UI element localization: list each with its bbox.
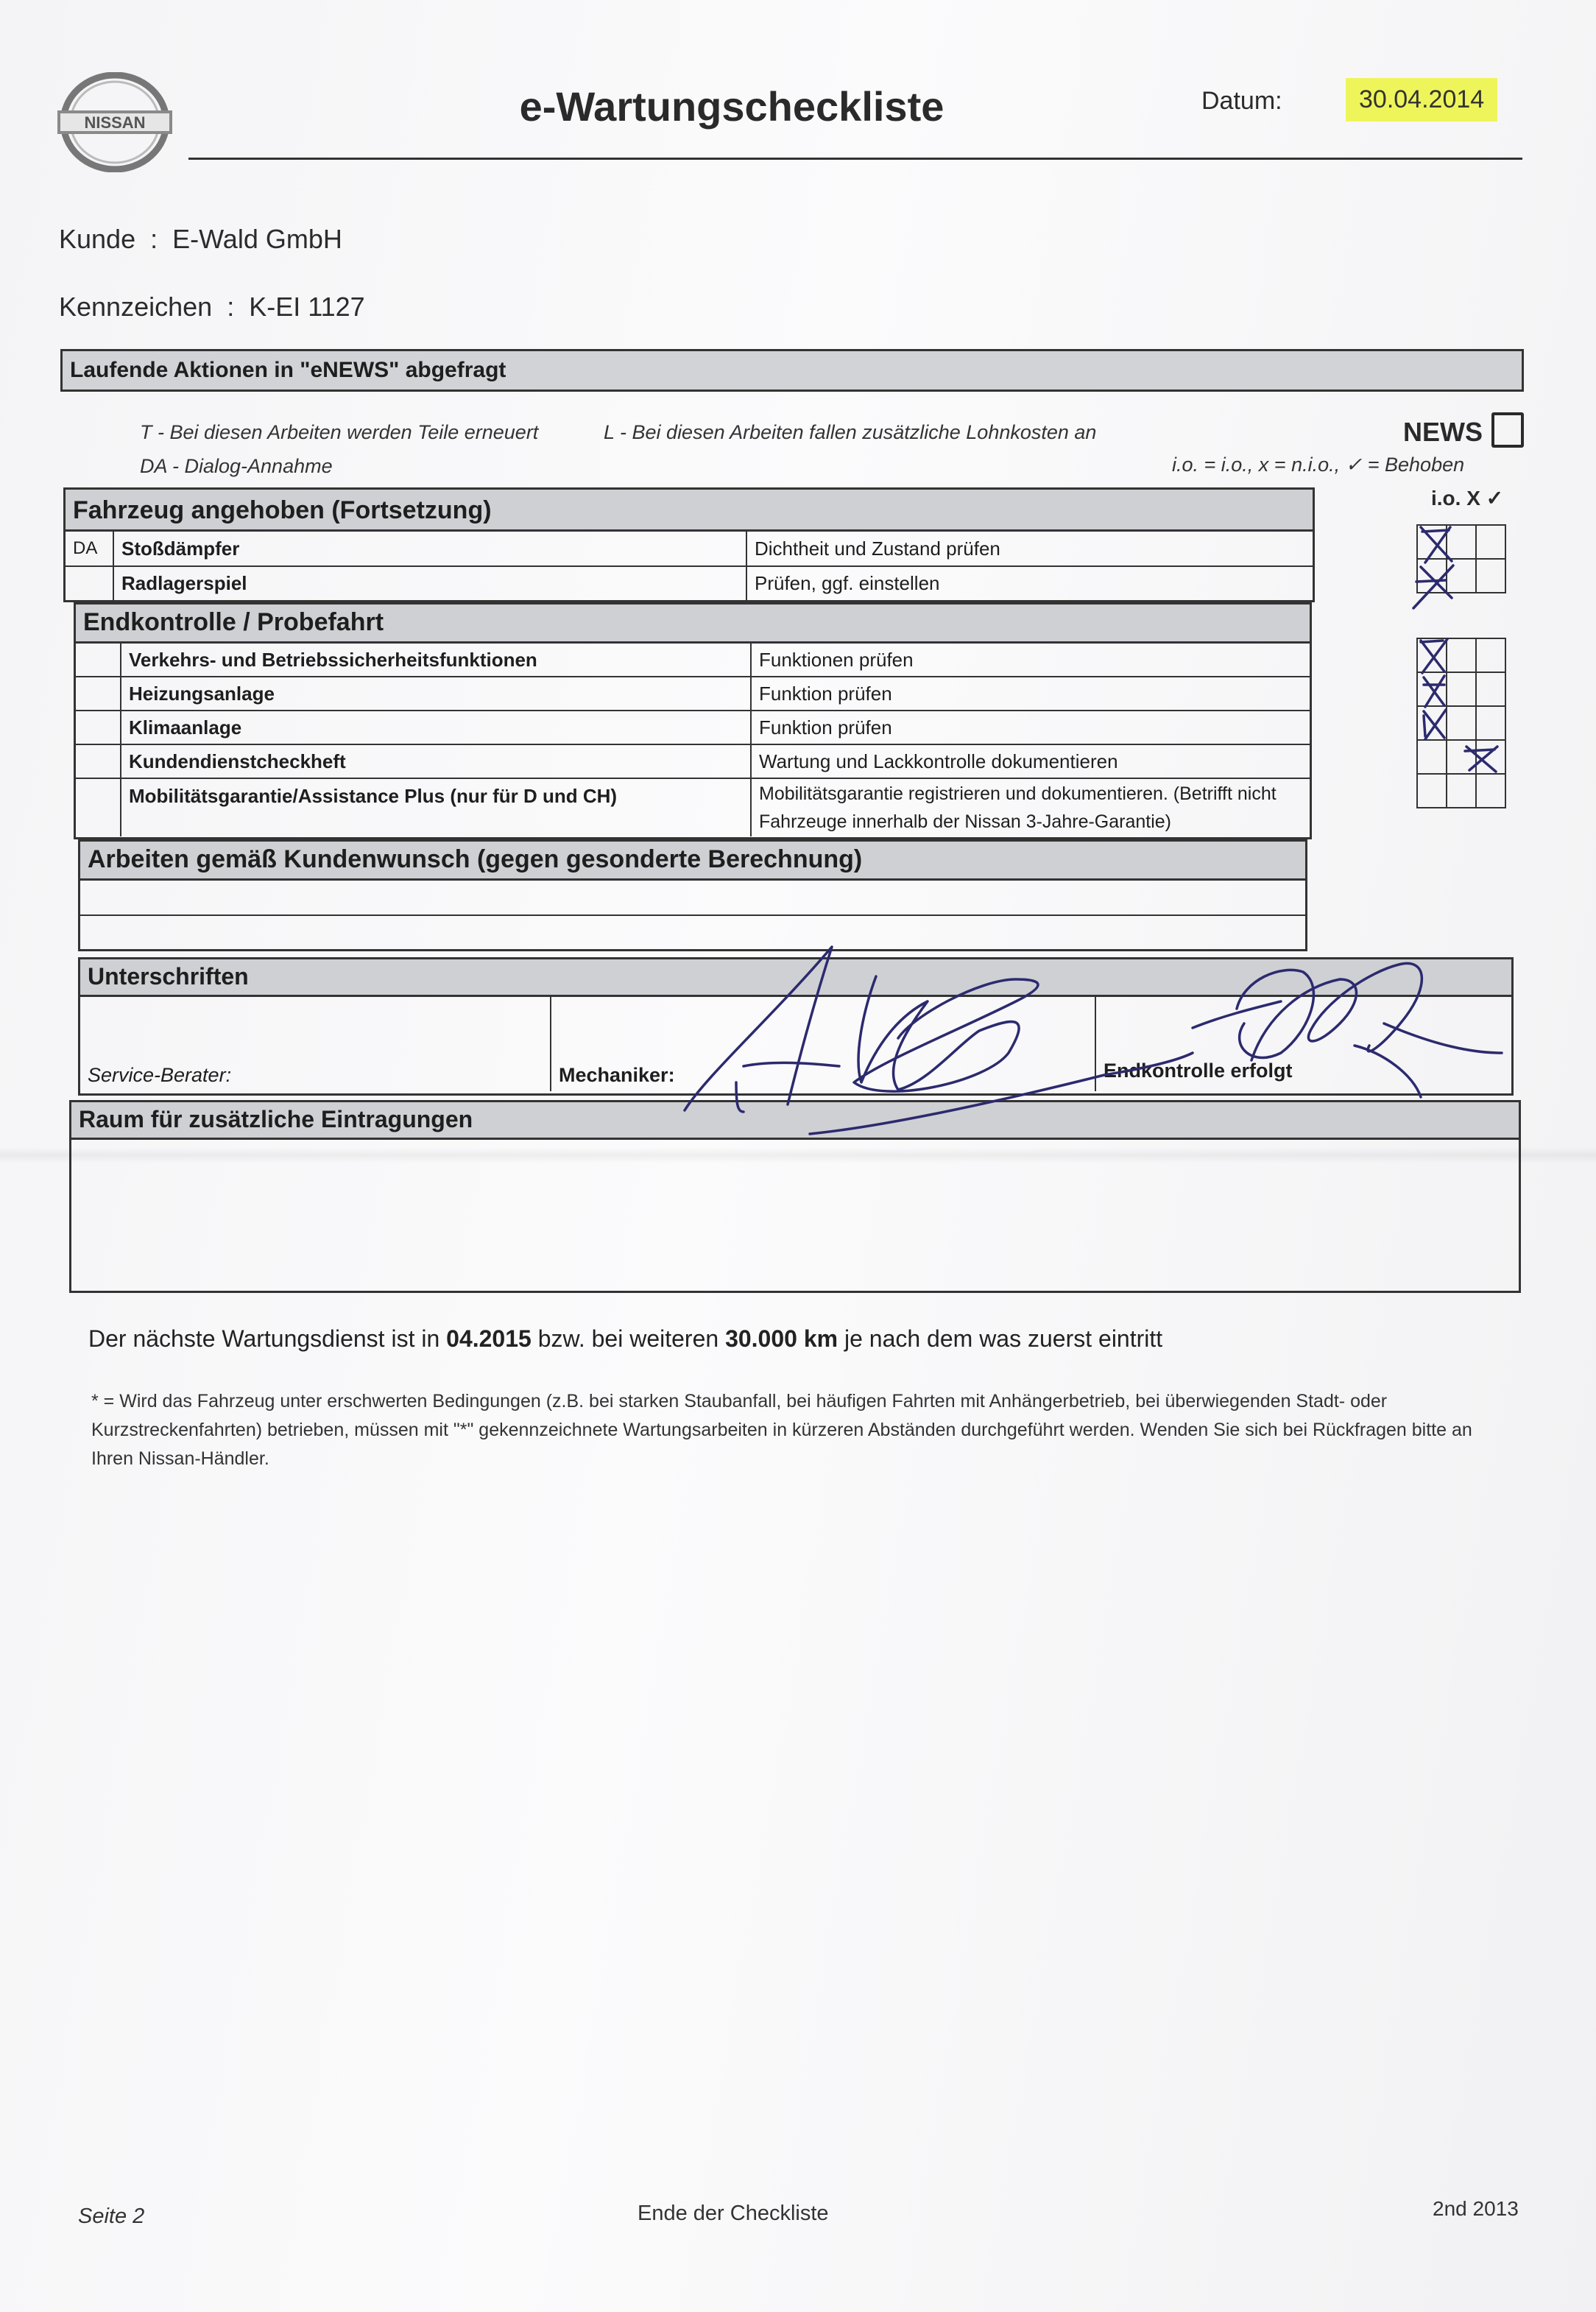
check-cell[interactable] [1417, 740, 1447, 774]
table-row [66, 567, 1313, 600]
row-action: Funktion prüfen [759, 716, 892, 739]
check-grid-row [1417, 774, 1505, 808]
row-action-line: Fahrzeuge innerhalb der Nissan 3-Jahre-Garantie) [759, 811, 1172, 832]
table-row [76, 644, 1310, 677]
next-service-mid: bzw. bei weiteren [531, 1325, 726, 1352]
datum-label: Datum: [1201, 87, 1282, 115]
row-code [76, 644, 121, 676]
kunde-colon: : [143, 224, 166, 254]
datum-value: 30.04.2014 [1346, 78, 1497, 121]
check-grid-row [1417, 706, 1505, 740]
check-cell[interactable] [1476, 774, 1505, 808]
news-label: NEWS [1403, 417, 1483, 447]
endkontrolle-field[interactable]: Endkontrolle erfolgt [1104, 1060, 1293, 1082]
table-row [76, 677, 1310, 711]
kennzeichen-colon: : [219, 292, 242, 322]
check-cell[interactable] [1447, 559, 1476, 593]
section-fahrzeug-header: Fahrzeug angehoben (Fortsetzung) [63, 487, 1315, 532]
check-cell[interactable] [1476, 559, 1505, 593]
row-item: Mobilitätsgarantie/Assistance Plus (nur für D und CH) [121, 779, 752, 836]
check-cell[interactable] [1417, 774, 1447, 808]
table-row [76, 745, 1310, 779]
legend-t: T - Bei diesen Arbeiten werden Teile erneuert [140, 421, 539, 443]
check-grid-row [1417, 740, 1505, 774]
signatures-header: Unterschriften [78, 957, 1514, 997]
kunde-label: Kunde [59, 224, 136, 254]
legend-da: DA - Dialog-Annahme [140, 455, 333, 477]
legend-l: L - Bei diesen Arbeiten fallen zusätzliche Lohnkosten an [604, 421, 1097, 443]
row-item: Stoßdämpfer [114, 532, 747, 565]
table-row [66, 532, 1313, 567]
revision-label: 2nd 2013 [1433, 2197, 1519, 2220]
next-service-km: 30.000 km [725, 1325, 838, 1352]
table-row [80, 881, 1305, 916]
row-action: Funktionen prüfen [759, 648, 914, 671]
row-code [76, 677, 121, 710]
check-cell[interactable] [1417, 672, 1447, 706]
service-berater-field[interactable]: Service-Berater: [80, 997, 551, 1091]
extra-entries-header: Raum für zusätzliche Eintragungen [69, 1100, 1521, 1140]
section-endkontrolle-table [74, 644, 1312, 839]
check-cell[interactable] [1447, 774, 1476, 808]
next-service-date: 04.2015 [446, 1325, 532, 1352]
signatures-row [80, 997, 1511, 1091]
row-action: Funktion prüfen [759, 682, 892, 705]
check-cell[interactable] [1447, 740, 1476, 774]
check-cell[interactable] [1476, 740, 1505, 774]
kennzeichen-label: Kennzeichen [59, 292, 213, 322]
check-cell[interactable] [1447, 672, 1476, 706]
row-action [752, 779, 1310, 836]
grid-header: i.o. X ✓ [1431, 487, 1504, 510]
page-number: Seite 2 [78, 2204, 145, 2228]
row-code [76, 745, 121, 778]
row-action: Wartung und Lackkontrolle dokumentieren [759, 750, 1118, 772]
check-grid-row [1417, 638, 1505, 672]
row-item: Klimaanlage [121, 711, 752, 744]
row-code [66, 567, 114, 600]
row-item: Heizungsanlage [121, 677, 752, 710]
kunde-value: E-Wald GmbH [172, 224, 342, 254]
row-item: Kundendienstcheckheft [121, 745, 752, 778]
kunde-field [59, 224, 342, 255]
next-service-pre: Der nächste Wartungsdienst ist in [88, 1325, 447, 1352]
header-divider [188, 158, 1522, 160]
check-cell[interactable] [1476, 638, 1505, 672]
document-title: e-Wartungscheckliste [519, 83, 944, 130]
check-cell[interactable] [1476, 706, 1505, 740]
table-row [76, 711, 1310, 745]
end-of-checklist: Ende der Checkliste [638, 2202, 829, 2225]
signatures-table [78, 997, 1514, 1096]
section-kundenwunsch-header: Arbeiten gemäß Kundenwunsch (gegen gesonderte Berechnung) [78, 839, 1307, 881]
check-cell[interactable] [1476, 525, 1505, 559]
svg-text:NISSAN: NISSAN [84, 113, 146, 132]
check-cell[interactable] [1476, 672, 1505, 706]
enews-bar: Laufende Aktionen in "eNEWS" abgefragt [60, 349, 1524, 392]
check-cell[interactable] [1447, 638, 1476, 672]
extra-entries-box[interactable] [69, 1140, 1521, 1293]
check-grid-row [1417, 672, 1505, 706]
check-grid-row [1417, 525, 1505, 559]
check-cell[interactable] [1417, 559, 1447, 593]
section-kundenwunsch-table [78, 881, 1307, 951]
mechaniker-field[interactable]: Mechaniker: [551, 997, 1096, 1091]
kennzeichen-value: K-EI 1127 [249, 292, 365, 322]
check-cell[interactable] [1417, 706, 1447, 740]
section-endkontrolle-header: Endkontrolle / Probefahrt [74, 602, 1312, 644]
news-checkbox[interactable] [1491, 412, 1524, 448]
next-service-post: je nach dem was zuerst eintritt [838, 1325, 1163, 1352]
row-item: Radlagerspiel [114, 567, 747, 600]
footnote: * = Wird das Fahrzeug unter erschwerten Bedingungen (z.B. bei starken Staubanfall, bei häufigen Fahrten mit Anhängerbetrieb, bei überwiegenden Stadt- oder Kurzstreckenfahrten) betrieben, müssen mit "*" gekennzeichnete Wartungsarbeiten in kürzeren Abständen durchgeführt werden. Wenden Sie sich bei Rückfragen bitte an Ihren Nissan-Händler. [91, 1391, 1472, 1469]
check-cell[interactable] [1417, 638, 1447, 672]
row-code: DA [66, 532, 114, 565]
row-action-line: Mobilitätsgarantie registrieren und dokumentieren. (Betrifft nicht [759, 783, 1277, 804]
row-item: Verkehrs- und Betriebssicherheitsfunktionen [121, 644, 752, 676]
row-code [76, 779, 121, 836]
check-grid-endkontrolle [1416, 638, 1506, 808]
check-grid-fahrzeug [1416, 524, 1506, 593]
legend-io: i.o. = i.o., x = n.i.o., ✓ = Behoben [1172, 454, 1465, 476]
row-action: Dichtheit und Zustand prüfen [755, 537, 1000, 560]
kennzeichen-field [59, 292, 365, 323]
check-cell[interactable] [1447, 706, 1476, 740]
next-service-text [88, 1325, 1162, 1353]
check-grid-row [1417, 559, 1505, 593]
check-cell[interactable] [1417, 525, 1447, 559]
table-row [76, 779, 1310, 836]
check-cell[interactable] [1447, 525, 1476, 559]
section-fahrzeug-table [63, 532, 1315, 602]
row-action: Prüfen, ggf. einstellen [755, 572, 940, 594]
row-code [76, 711, 121, 744]
